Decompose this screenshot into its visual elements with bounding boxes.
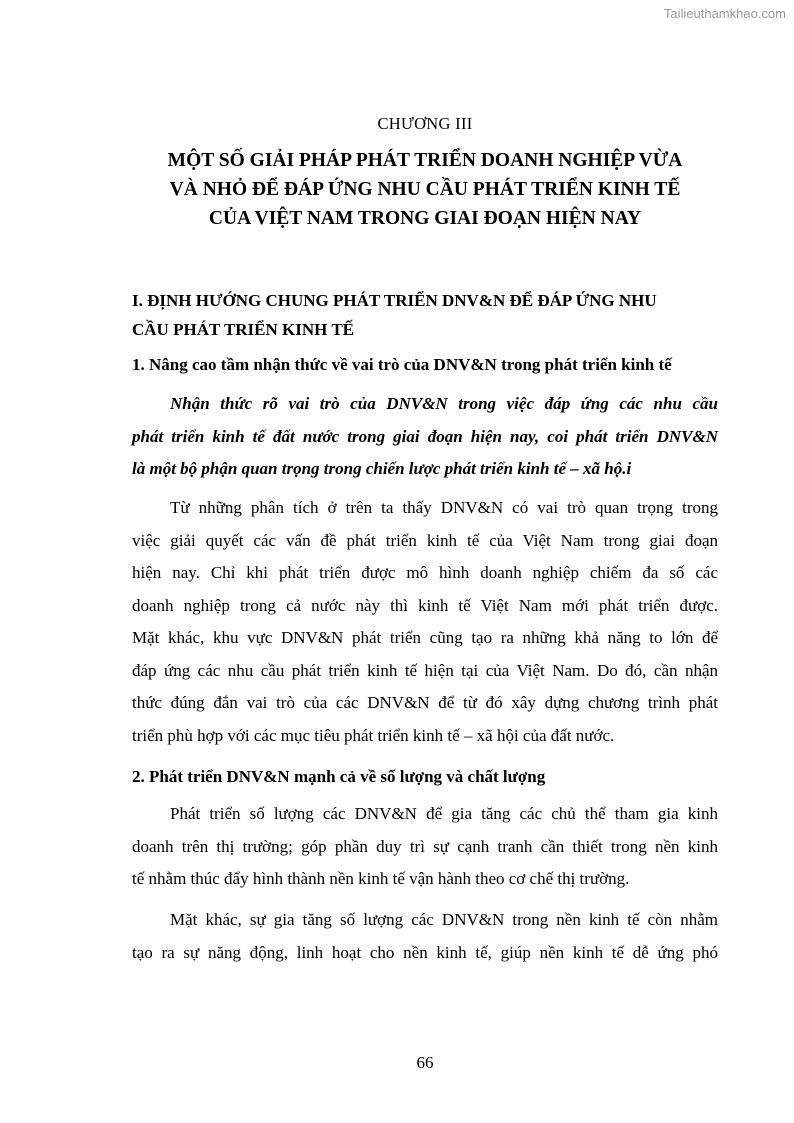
subsection-1-italic-paragraph: [132, 388, 718, 486]
paragraph-line: hiện nay. Chỉ khi phát triển được mô hình doanh nghiệp chiếm đa số các: [132, 563, 718, 582]
subsection-1-body-paragraph: [132, 492, 718, 752]
subsection-2-heading: 2. Phát triển DNV&N mạnh cả về số lượng và chất lượng: [132, 767, 546, 786]
paragraph-line: phát triển kinh tế đất nước trong giai đoạn hiện nay, coi phát triển DNV&N: [132, 426, 718, 446]
paragraph-line: Nhận thức rõ vai trò của DNV&N trong việc đáp ứng các nhu cầu: [170, 394, 718, 413]
paragraph-line: Từ những phân tích ở trên ta thấy DNV&N có vai trò quan trọng trong: [170, 498, 718, 517]
subsection-1-heading: 1. Nâng cao tầm nhận thức về vai trò của DNV&N trong phát triển kinh tế: [132, 355, 672, 374]
paragraph-line: tế nhằm thúc đẩy hình thành nền kinh tế vận hành theo cơ chế thị trường.: [132, 869, 630, 888]
section-heading-line: I. ĐỊNH HƯỚNG CHUNG PHÁT TRIỂN DNV&N ĐỂ ĐÁP ỨNG NHU: [132, 291, 657, 310]
subsection-2-paragraph-1: [132, 798, 718, 896]
page-number: 66: [416, 1053, 434, 1072]
watermark: Tailieuthamkhao.com: [663, 6, 786, 21]
paragraph-line: tạo ra sự năng động, linh hoạt cho nền kinh tế, giúp nền kinh tế dễ ứng phó: [132, 942, 718, 962]
paragraph-line: thức đúng đắn vai trò của các DNV&N để từ đó xây dựng chương trình phát: [132, 693, 718, 712]
chapter-title-line: VÀ NHỎ ĐỂ ĐÁP ỨNG NHU CẦU PHÁT TRIỂN KINH TẾ: [169, 179, 681, 200]
section-heading: [132, 286, 718, 344]
section-heading-line: CẦU PHÁT TRIỂN KINH TẾ: [132, 320, 354, 339]
paragraph-line: doanh trên thị trường; góp phần duy trì sự cạnh tranh cần thiết trong nền kinh: [132, 836, 718, 856]
subsection-2-paragraph-2: [132, 904, 718, 969]
paragraph-line: doanh nghiệp trong cả nước này thì kinh tế Việt Nam mới phát triển được.: [132, 595, 718, 615]
paragraph-line: đáp ứng các nhu cầu phát triển kinh tế hiện tại của Việt Nam. Do đó, cần nhận: [132, 660, 718, 680]
paragraph-line: Mặt khác, khu vực DNV&N phát triển cũng tạo ra những khả năng to lớn để: [132, 628, 718, 647]
paragraph-line: việc giải quyết các vấn đề phát triển kinh tế của Việt Nam trong giai đoạn: [132, 530, 718, 550]
chapter-title-line: MỘT SỐ GIẢI PHÁP PHÁT TRIỂN DOANH NGHIỆP VỪA: [167, 150, 683, 171]
chapter-title: [132, 146, 718, 233]
paragraph-line: triển phù hợp với các mục tiêu phát triển kinh tế – xã hội của đất nước.: [132, 725, 615, 745]
chapter-title-line: CỦA VIỆT NAM TRONG GIAI ĐOẠN HIỆN NAY: [208, 208, 642, 229]
paragraph-line: Phát triển số lượng các DNV&N để gia tăng các chủ thể tham gia kinh: [170, 804, 718, 823]
paragraph-line: Mặt khác, sự gia tăng số lượng các DNV&N trong nền kinh tế còn nhằm: [170, 910, 718, 929]
chapter-label: CHƯƠNG III: [377, 114, 473, 133]
paragraph-line: là một bộ phận quan trọng trong chiến lược phát triển kinh tế – xã hộ.i: [132, 459, 632, 478]
